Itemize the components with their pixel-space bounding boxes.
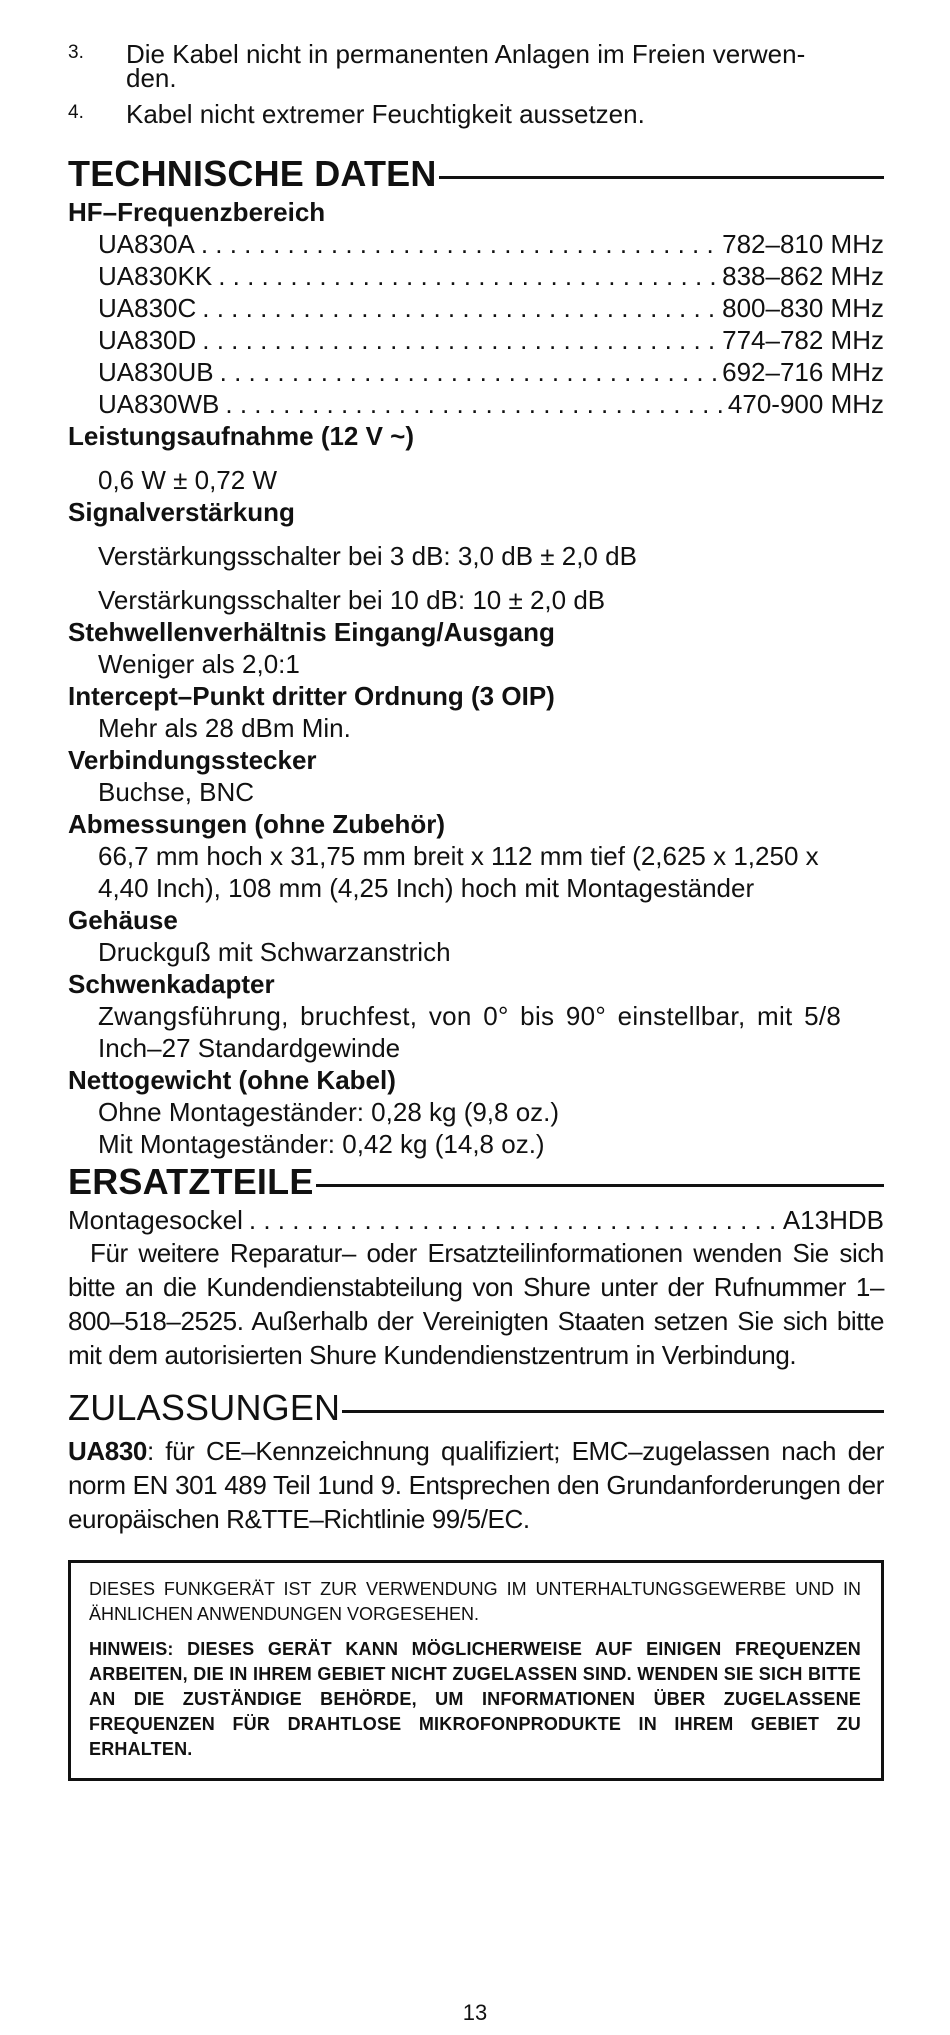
housing-value: Druckguß mit Schwarzanstrich xyxy=(98,937,451,967)
part-number: A13HDB xyxy=(782,1205,884,1235)
table-row xyxy=(68,292,884,324)
table-row xyxy=(68,356,884,388)
list-item xyxy=(68,98,884,130)
model-name: UA830WB xyxy=(98,389,220,419)
leader-dots xyxy=(249,1204,777,1236)
ip3-label: Intercept–Punkt dritter Ordnung (3 OIP) xyxy=(68,681,555,711)
section-heading-approvals xyxy=(68,1386,884,1430)
section-heading-tech xyxy=(68,152,884,196)
leader-dots xyxy=(202,324,716,356)
approval-model: UA830 xyxy=(68,1436,147,1466)
heading-rule xyxy=(316,1184,884,1187)
table-row xyxy=(68,324,884,356)
frequency-value: 774–782 MHz xyxy=(722,325,884,355)
swivel-label: Schwenkadapter xyxy=(68,969,275,999)
approvals-paragraph xyxy=(68,1434,884,1536)
vswr-label: Stehwellenverhältnis Eingang/Ausgang xyxy=(68,617,555,647)
parts-row xyxy=(68,1204,884,1236)
weight-line: Mit Montageständer: 0,42 kg (14,8 oz.) xyxy=(98,1129,545,1159)
weight-label: Nettogewicht (ohne Kabel) xyxy=(68,1065,396,1095)
list-text: Kabel nicht extremer Feuchtigkeit aussetzen. xyxy=(126,99,645,129)
leader-dots xyxy=(202,292,716,324)
table-row xyxy=(68,260,884,292)
section-heading-parts xyxy=(68,1160,884,1204)
table-row xyxy=(68,228,884,260)
notice-box xyxy=(68,1560,884,1781)
swivel-line: Inch–27 Standardgewinde xyxy=(98,1033,401,1063)
vswr-value: Weniger als 2,0:1 xyxy=(98,649,300,679)
dimensions-line: 4,40 Inch), 108 mm (4,25 Inch) hoch mit Montageständer xyxy=(98,873,755,903)
frequency-value: 470-900 MHz xyxy=(727,389,884,419)
parts-paragraph: Für weitere Reparatur– oder Ersatzteilinformationen wenden Sie sich bitte an die Kundendienstabteilung von Shure unter der Rufnummer 1–800–518–2525. Außerhalb der Vereinigten Staaten setzen Sie sich bitte mit dem autorisierten Shure Kundendienstzentrum in Verbindung. xyxy=(68,1238,884,1370)
model-name: UA830UB xyxy=(98,357,214,387)
leader-dots xyxy=(220,356,716,388)
heading-rule xyxy=(439,176,884,179)
leader-dots xyxy=(225,388,722,420)
model-name: UA830A xyxy=(98,229,195,259)
gain-label: Signalverstärkung xyxy=(68,497,295,527)
document-page xyxy=(68,38,884,1781)
rf-range-table xyxy=(68,228,884,420)
heading-rule xyxy=(342,1410,884,1413)
connector-value: Buchse, BNC xyxy=(98,777,255,807)
section-title: ZULASSUNGEN xyxy=(68,1387,341,1428)
power-value: 0,6 W ± 0,72 W xyxy=(98,465,277,495)
page-number: 13 xyxy=(462,2000,488,2025)
dimensions-line: 66,7 mm hoch x 31,75 mm breit x 112 mm tief (2,625 x 1,250 x xyxy=(98,841,819,871)
list-number: 3. xyxy=(68,42,84,63)
frequency-value: 782–810 MHz xyxy=(722,229,884,259)
gain-10db-value: Verstärkungsschalter bei 10 dB: 10 ± 2,0 dB xyxy=(98,585,606,615)
notice-warning: HINWEIS: DIESES GERÄT KANN MÖGLICHERWEISE AUF EINIGEN FREQUENZEN ARBEITEN, DIE IN IHREM GEBIET NICHT ZUGELASSEN SIND. WENDEN SIE SICH BITTE AN DIE ZUSTÄNDIGE BEHÖRDE, UM INFORMATIONEN ÜBER ZUGELASSENE FREQUENZEN FÜR DRAHTLOSE MIKROFONPRODUKTE IN IHREM GEBIET ZU ERHALTEN. xyxy=(89,1639,861,1759)
list-number: 4. xyxy=(68,102,84,123)
dimensions-label: Abmessungen (ohne Zubehör) xyxy=(68,809,445,839)
part-name: Montagesockel xyxy=(68,1205,243,1235)
table-row xyxy=(68,388,884,420)
connector-label: Verbindungsstecker xyxy=(68,745,317,775)
frequency-value: 800–830 MHz xyxy=(722,293,884,323)
list-text-continued: den. xyxy=(126,63,177,93)
swivel-line: Zwangsführung, bruchfest, von 0° bis 90° einstellbar, mit 5/8 xyxy=(98,1001,842,1031)
notice-text: DIESES FUNKGERÄT IST ZUR VERWENDUNG IM UNTERHALTUNGSGEWERBE UND IN ÄHNLICHEN ANWENDUNGEN VORGESEHEN. xyxy=(89,1579,861,1624)
list-text: Die Kabel nicht in permanenten Anlagen im Freien verwen- xyxy=(126,39,806,69)
section-title: TECHNISCHE DATEN xyxy=(68,153,437,194)
approval-text: : für CE–Kennzeichnung qualifiziert; EMC–zugelassen nach der norm EN 301 489 Teil 1und 9. Entsprechen den Grundanforderungen der europäischen R&TTE–Richtlinie 99/5/EC. xyxy=(68,1436,884,1534)
leader-dots xyxy=(201,228,716,260)
model-name: UA830D xyxy=(98,325,197,355)
power-label: Leistungsaufnahme (12 V ~) xyxy=(68,421,415,451)
ip3-value: Mehr als 28 dBm Min. xyxy=(98,713,351,743)
list-item xyxy=(68,38,884,94)
frequency-value: 692–716 MHz xyxy=(722,357,884,387)
gain-3db-value: Verstärkungsschalter bei 3 dB: 3,0 dB ± 2,0 dB xyxy=(98,541,637,571)
rf-range-label: HF–Frequenzbereich xyxy=(68,197,326,227)
model-name: UA830KK xyxy=(98,261,213,291)
weight-line: Ohne Montageständer: 0,28 kg (9,8 oz.) xyxy=(98,1097,560,1127)
housing-label: Gehäuse xyxy=(68,905,178,935)
section-title: ERSATZTEILE xyxy=(68,1161,314,1202)
frequency-value: 838–862 MHz xyxy=(722,261,884,291)
model-name: UA830C xyxy=(98,293,197,323)
leader-dots xyxy=(218,260,716,292)
